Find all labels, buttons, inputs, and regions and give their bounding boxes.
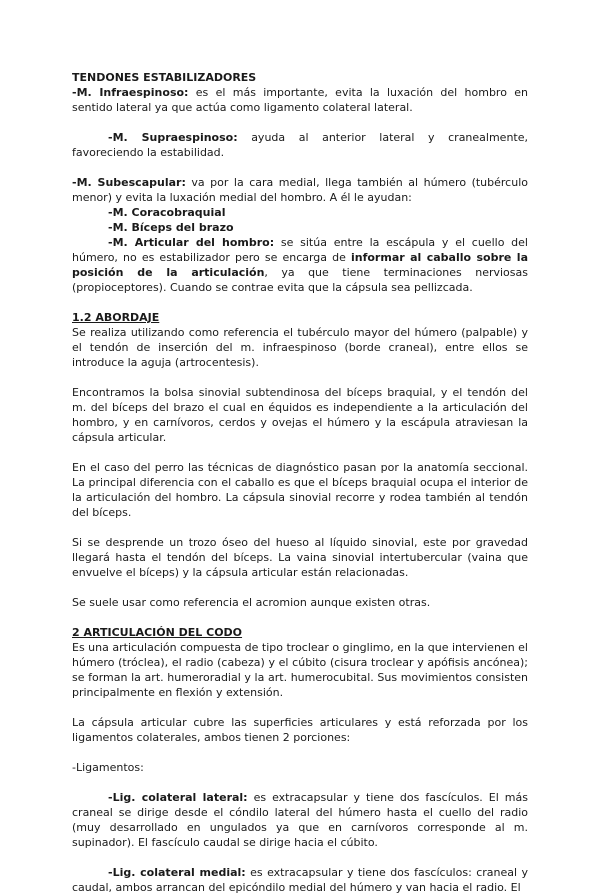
paragraph-abordaje-3: En el caso del perro las técnicas de diagnóstico pasan por la anatomía seccional. La principal diferencia con el caballo es que el bíceps braquial ocupa el interior de la articulación del hombro. La cápsula sinovial recorre y rodea también al tendón del bíceps. [72,461,528,519]
term-infraespinoso: -M. Infraespinoso: [72,86,189,99]
paragraph-abordaje-5: Se suele usar como referencia el acromion aunque existen otras. [72,596,431,609]
term-articular: -M. Articular del hombro: [108,236,275,249]
paragraph-abordaje-4: Si se desprende un trozo óseo del hueso al líquido sinovial, este por gravedad llegará hasta el tendón del bíceps. La vaina sinovial intertubercular (vaina que envuelve el bíceps) y la cápsula articular están relacionadas. [72,536,528,579]
term-lig-medial: -Lig. colateral medial: [108,866,246,879]
section-heading-codo [72,625,528,640]
paragraph-abordaje-1: Se realiza utilizando como referencia el tubérculo mayor del húmero (palpable) y el tendón de inserción del m. infraespinoso (borde craneal), entre ellos se introduce la aguja (artrocentesis). [72,326,528,369]
text-lig-medial: es extracapsular y tiene dos fascículos: craneal y caudal, ambos arrancan del epicóndilo medial del húmero y van hacia el radio. El [72,866,528,894]
paragraph-codo-1: Es una articulación compuesta de tipo troclear o ginglimo, en la que intervienen el húmero (tróclea), el radio (cabeza) y el cúbito (cisura troclear y apófisis ancónea); se forman la art. humeroradial y la art. humerocubital. Sus movimientos consisten principalmente en flexión y extensión. [72,641,528,699]
section-title-text: TENDONES ESTABILIZADORES [72,71,257,84]
text-articular-bold: informar al caballo sobre la posición de la articulación [72,251,528,279]
section-heading-abordaje [72,310,528,325]
paragraph-lig-lateral [72,790,528,850]
text-subescapular: va por la cara medial, llega también al húmero (tubérculo menor) y evita la luxación medial del hombro. A él le ayudan: [72,176,528,204]
text-supraespinoso: ayuda al anterior lateral y cranealmente, favoreciendo la estabilidad. [72,131,528,159]
term-lig-lateral: -Lig. colateral lateral: [108,791,248,804]
text-infraespinoso: es el más importante, evita la luxación del hombro en sentido lateral ya que actúa como ligamento colateral lateral. [72,86,528,114]
term-coracobraquial: -M. Coracobraquial [108,206,226,219]
term-subescapular: -M. Subescapular: [72,176,186,189]
paragraph-ligamentos: -Ligamentos: [72,761,144,774]
term-biceps: -M. Bíceps del brazo [108,221,234,234]
paragraph-articular [72,235,528,295]
paragraph-lig-medial [72,865,528,895]
paragraph-supraespinoso [72,130,528,160]
paragraph-subescapular [72,175,528,205]
text-lig-lateral: es extracapsular y tiene dos fascículos. El más craneal se dirige desde el cóndilo lateral del húmero hasta el cuello del radio (muy desarrollado en ungulados ya que en carnívoros corresponde al m. supinador). El fascículo caudal se dirige hacia el cúbito. [72,791,528,849]
section-title-tendones [72,70,528,85]
paragraph-abordaje-2: Encontramos la bolsa sinovial subtendinosa del bíceps braquial, y el tendón del m. del bíceps del brazo el cual en équidos es independiente a la articulación del hombro, y en carnívoros, cerdos y ovejas el húmero y la escápula atraviesan la cápsula articular. [72,386,528,444]
heading-codo-text: 2 ARTICULACIÓN DEL CODO [72,626,243,639]
item-coracobraquial [72,205,528,220]
text-articular-2: , ya que tiene terminaciones nerviosas (propioceptores). Cuando se contrae evita que la cápsula sea pellizcada. [72,266,528,294]
heading-abordaje-text: 1.2 ABORDAJE [72,311,160,324]
paragraph-infraespinoso [72,85,528,115]
text-articular-1: se sitúa entre la escápula y el cuello del húmero, no es estabilizador pero se encarga de [72,236,528,264]
paragraph-codo-2: La cápsula articular cubre las superficies articulares y está reforzada por los ligamentos colaterales, ambos tienen 2 porciones: [72,716,528,744]
term-supraespinoso: -M. Supraespinoso: [108,131,238,144]
item-biceps [72,220,528,235]
